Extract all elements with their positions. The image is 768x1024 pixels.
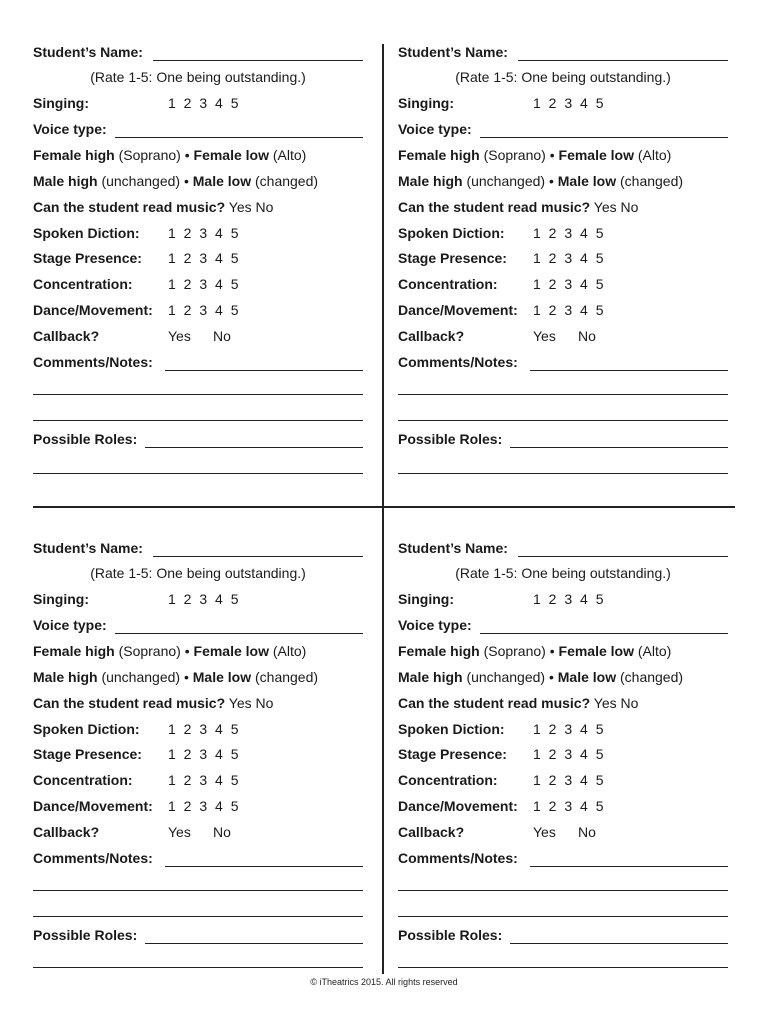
female-high-option[interactable]: Female high (33, 643, 115, 659)
comments-line-2[interactable] (398, 890, 728, 891)
name-field[interactable] (518, 60, 728, 61)
male-high-option[interactable]: Male high (33, 669, 98, 685)
concentration-label: Concentration: (33, 276, 133, 292)
singing-scale[interactable]: 1 2 3 4 5 (168, 95, 239, 111)
comments-line-3[interactable] (33, 916, 363, 917)
concentration-row (33, 274, 363, 294)
concentration-row (398, 274, 728, 294)
female-low-option[interactable]: Female low (558, 147, 634, 163)
stage-label: Stage Presence: (33, 746, 142, 762)
concentration-row (33, 770, 363, 790)
dance-scale[interactable]: 1 2 3 4 5 (168, 798, 239, 814)
male-high-option[interactable]: Male high (398, 669, 463, 685)
rate-note: (Rate 1-5: One being outstanding.) (455, 565, 671, 581)
alto-text: (Alto) (633, 643, 672, 659)
voice-type-field[interactable] (115, 633, 363, 634)
singing-scale[interactable]: 1 2 3 4 5 (168, 591, 239, 607)
roles-line-2[interactable] (33, 473, 363, 474)
diction-scale[interactable]: 1 2 3 4 5 (168, 721, 239, 737)
callback-yes[interactable]: Yes (533, 328, 556, 344)
voice-type-label: Voice type: (33, 617, 107, 633)
name-label: Student’s Name: (33, 540, 143, 556)
unchanged-text: (unchanged) • (462, 173, 558, 189)
dance-row (33, 796, 363, 816)
soprano-text: (Soprano) • (479, 147, 559, 163)
comments-line-2[interactable] (33, 890, 363, 891)
roles-label: Possible Roles: (33, 431, 138, 447)
dance-label: Dance/Movement: (398, 798, 518, 814)
concentration-scale[interactable]: 1 2 3 4 5 (533, 276, 604, 292)
roles-row (33, 925, 363, 945)
voice-type-field[interactable] (480, 633, 728, 634)
unchanged-text: (unchanged) • (462, 669, 558, 685)
vertical-divider (382, 44, 384, 974)
callback-row (33, 326, 363, 346)
comments-label: Comments/Notes: (33, 354, 153, 370)
comments-field[interactable] (530, 370, 728, 371)
unchanged-text: (unchanged) • (97, 173, 193, 189)
read-music-label: Can the student read music? (398, 695, 591, 711)
read-music-row (33, 693, 363, 713)
singing-row (398, 93, 728, 113)
female-low-option[interactable]: Female low (558, 643, 634, 659)
name-row (398, 42, 728, 62)
singing-row (33, 589, 363, 609)
dance-row (398, 796, 728, 816)
roles-line-2[interactable] (398, 967, 728, 968)
roles-line-2[interactable] (33, 967, 363, 968)
male-low-option[interactable]: Male low (192, 669, 252, 685)
roles-label: Possible Roles: (398, 431, 503, 447)
male-high-option[interactable]: Male high (398, 173, 463, 189)
female-low-option[interactable]: Female low (193, 643, 269, 659)
female-low-option[interactable]: Female low (193, 147, 269, 163)
read-music-label: Can the student read music? (33, 199, 226, 215)
stage-label: Stage Presence: (33, 250, 142, 266)
evaluation-card-4 (398, 536, 728, 976)
diction-row (33, 719, 363, 739)
dance-row (398, 300, 728, 320)
singing-label: Singing: (33, 95, 89, 111)
dance-label: Dance/Movement: (33, 798, 153, 814)
callback-yes[interactable]: Yes (168, 328, 191, 344)
stage-row (398, 744, 728, 764)
soprano-text: (Soprano) • (114, 643, 194, 659)
female-voice-row (33, 641, 363, 661)
read-music-label: Can the student read music? (33, 695, 226, 711)
male-voice-row (33, 171, 363, 191)
comments-label: Comments/Notes: (398, 850, 518, 866)
voice-type-row (398, 615, 728, 635)
alto-text: (Alto) (268, 147, 307, 163)
roles-field[interactable] (510, 943, 728, 944)
female-high-option[interactable]: Female high (398, 147, 480, 163)
voice-type-label: Voice type: (398, 617, 472, 633)
callback-label: Callback? (398, 328, 465, 344)
callback-row (398, 822, 728, 842)
alto-text: (Alto) (268, 643, 307, 659)
diction-row (33, 223, 363, 243)
name-field[interactable] (518, 556, 728, 557)
singing-row (398, 589, 728, 609)
name-row (33, 538, 363, 558)
female-high-option[interactable]: Female high (398, 643, 480, 659)
female-high-option[interactable]: Female high (33, 147, 115, 163)
stage-label: Stage Presence: (398, 746, 507, 762)
name-row (398, 538, 728, 558)
evaluation-card-2 (398, 40, 728, 480)
read-music-options[interactable]: Yes No (225, 695, 274, 711)
singing-row (33, 93, 363, 113)
changed-text: (changed) (616, 669, 684, 685)
name-label: Student’s Name: (33, 44, 143, 60)
evaluation-card-3 (33, 536, 363, 976)
name-label: Student’s Name: (398, 540, 508, 556)
roles-field[interactable] (145, 943, 363, 944)
read-music-options[interactable]: Yes No (590, 199, 639, 215)
comments-line-2[interactable] (398, 394, 728, 395)
comments-line-2[interactable] (33, 394, 363, 395)
diction-scale[interactable]: 1 2 3 4 5 (533, 225, 604, 241)
concentration-label: Concentration: (33, 772, 133, 788)
comments-row (398, 352, 728, 372)
comments-line-3[interactable] (398, 420, 728, 421)
rate-note: (Rate 1-5: One being outstanding.) (90, 565, 306, 581)
callback-no[interactable]: No (578, 328, 596, 344)
stage-label: Stage Presence: (398, 250, 507, 266)
stage-scale[interactable]: 1 2 3 4 5 (168, 746, 239, 762)
dance-scale[interactable]: 1 2 3 4 5 (533, 798, 604, 814)
read-music-row (33, 197, 363, 217)
diction-row (398, 223, 728, 243)
female-voice-row (398, 641, 728, 661)
singing-scale[interactable]: 1 2 3 4 5 (533, 591, 604, 607)
read-music-row (398, 693, 728, 713)
diction-label: Spoken Diction: (33, 225, 140, 241)
name-label: Student’s Name: (398, 44, 508, 60)
voice-type-field[interactable] (115, 137, 363, 138)
female-voice-row (33, 145, 363, 165)
callback-no[interactable]: No (578, 824, 596, 840)
comments-field[interactable] (165, 370, 363, 371)
male-voice-row (398, 667, 728, 687)
callback-yes[interactable]: Yes (533, 824, 556, 840)
comments-row (33, 352, 363, 372)
comments-line-3[interactable] (33, 420, 363, 421)
callback-label: Callback? (398, 824, 465, 840)
comments-line-3[interactable] (398, 916, 728, 917)
soprano-text: (Soprano) • (114, 147, 194, 163)
rate-note: (Rate 1-5: One being outstanding.) (455, 69, 671, 85)
stage-scale[interactable]: 1 2 3 4 5 (533, 250, 604, 266)
read-music-options[interactable]: Yes No (590, 695, 639, 711)
diction-scale[interactable]: 1 2 3 4 5 (168, 225, 239, 241)
stage-row (33, 248, 363, 268)
name-field[interactable] (153, 556, 363, 557)
dance-label: Dance/Movement: (398, 302, 518, 318)
name-field[interactable] (153, 60, 363, 61)
comments-row (33, 848, 363, 868)
stage-scale[interactable]: 1 2 3 4 5 (533, 746, 604, 762)
roles-label: Possible Roles: (33, 927, 138, 943)
callback-no[interactable]: No (213, 824, 231, 840)
voice-type-row (398, 119, 728, 139)
concentration-scale[interactable]: 1 2 3 4 5 (533, 772, 604, 788)
male-low-option[interactable]: Male low (557, 173, 617, 189)
dance-scale[interactable]: 1 2 3 4 5 (168, 302, 239, 318)
voice-type-label: Voice type: (33, 121, 107, 137)
singing-scale[interactable]: 1 2 3 4 5 (533, 95, 604, 111)
concentration-scale[interactable]: 1 2 3 4 5 (168, 772, 239, 788)
name-row (33, 42, 363, 62)
read-music-row (398, 197, 728, 217)
voice-type-row (33, 119, 363, 139)
alto-text: (Alto) (633, 147, 672, 163)
roles-row (398, 429, 728, 449)
concentration-label: Concentration: (398, 276, 498, 292)
roles-row (33, 429, 363, 449)
read-music-options[interactable]: Yes No (225, 199, 274, 215)
female-voice-row (398, 145, 728, 165)
diction-label: Spoken Diction: (398, 721, 505, 737)
unchanged-text: (unchanged) • (97, 669, 193, 685)
roles-row (398, 925, 728, 945)
comments-label: Comments/Notes: (398, 354, 518, 370)
stage-row (33, 744, 363, 764)
male-voice-row (398, 171, 728, 191)
horizontal-divider (33, 506, 735, 508)
voice-type-field[interactable] (480, 137, 728, 138)
dance-row (33, 300, 363, 320)
concentration-label: Concentration: (398, 772, 498, 788)
roles-label: Possible Roles: (398, 927, 503, 943)
evaluation-card-1 (33, 40, 363, 480)
stage-scale[interactable]: 1 2 3 4 5 (168, 250, 239, 266)
roles-line-2[interactable] (398, 473, 728, 474)
callback-yes[interactable]: Yes (168, 824, 191, 840)
singing-label: Singing: (398, 95, 454, 111)
voice-type-label: Voice type: (398, 121, 472, 137)
callback-no[interactable]: No (213, 328, 231, 344)
callback-row (398, 326, 728, 346)
diction-label: Spoken Diction: (33, 721, 140, 737)
male-voice-row (33, 667, 363, 687)
male-low-option[interactable]: Male low (557, 669, 617, 685)
singing-label: Singing: (398, 591, 454, 607)
roles-field[interactable] (510, 447, 728, 448)
voice-type-row (33, 615, 363, 635)
callback-row (33, 822, 363, 842)
diction-label: Spoken Diction: (398, 225, 505, 241)
comments-field[interactable] (165, 866, 363, 867)
male-low-option[interactable]: Male low (192, 173, 252, 189)
read-music-label: Can the student read music? (398, 199, 591, 215)
roles-field[interactable] (145, 447, 363, 448)
comments-row (398, 848, 728, 868)
changed-text: (changed) (251, 173, 319, 189)
stage-row (398, 248, 728, 268)
rate-note: (Rate 1-5: One being outstanding.) (90, 69, 306, 85)
male-high-option[interactable]: Male high (33, 173, 98, 189)
diction-row (398, 719, 728, 739)
concentration-row (398, 770, 728, 790)
callback-label: Callback? (33, 328, 100, 344)
diction-scale[interactable]: 1 2 3 4 5 (533, 721, 604, 737)
changed-text: (changed) (616, 173, 684, 189)
comments-field[interactable] (530, 866, 728, 867)
dance-scale[interactable]: 1 2 3 4 5 (533, 302, 604, 318)
singing-label: Singing: (33, 591, 89, 607)
copyright-footer: © iTheatrics 2015. All rights reserved (310, 977, 458, 987)
concentration-scale[interactable]: 1 2 3 4 5 (168, 276, 239, 292)
dance-label: Dance/Movement: (33, 302, 153, 318)
changed-text: (changed) (251, 669, 319, 685)
callback-label: Callback? (33, 824, 100, 840)
soprano-text: (Soprano) • (479, 643, 559, 659)
comments-label: Comments/Notes: (33, 850, 153, 866)
